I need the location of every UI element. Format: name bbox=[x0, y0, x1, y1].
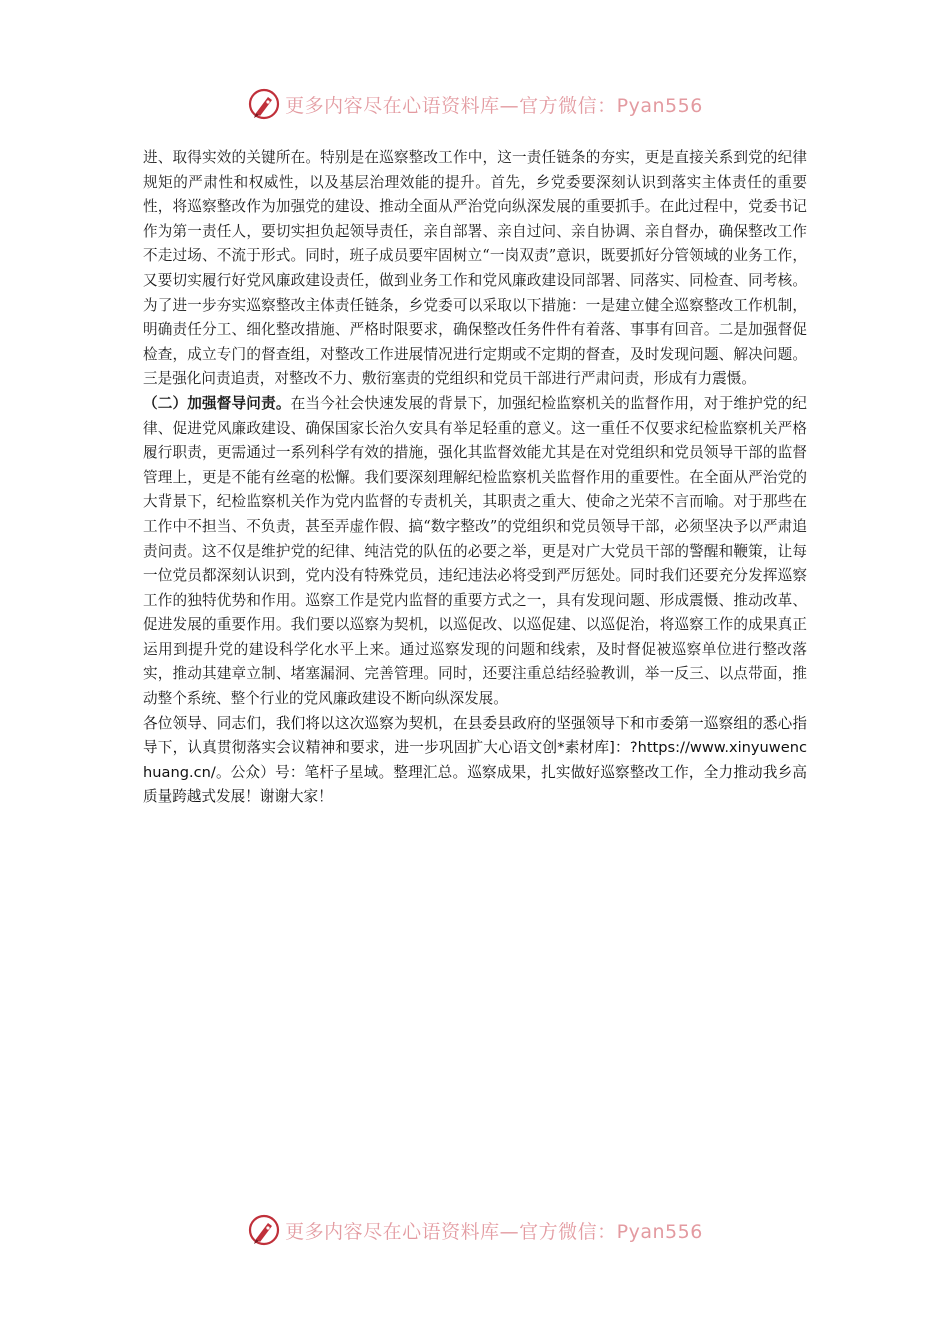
pen-nib-logo-icon bbox=[247, 1213, 281, 1247]
footer-banner-text: 更多内容尽在心语资料库—官方微信：Pyan556 bbox=[285, 1220, 703, 1243]
footer-banner bbox=[0, 1210, 950, 1250]
section-2-text: 在当今社会快速发展的背景下，加强纪检监察机关的监督作用，对于维护党的纪律、促进党风廉政建设、确保国家长治久安具有举足轻重的意义。这一重任不仅要求纪检监察机关严格履行职责，更需通过一系列科学有效的措施，强化其监督效能尤其是在对党组织和党员领导干部的监督管理上，更是不能有丝毫的松懈。我们要深刻理解纪检监察机关监督作用的重要性。在全面从严治党的大背景下，纪检监察机关作为党内监督的专责机关，其职责之重大、使命之光荣不言而喻。对于那些在工作中不担当、不负责，甚至弄虚作假、搞“数字整改”的党组织和党员领导干部，必须坚决予以严肃追责问责。这不仅是维护党的纪律、纯洁党的队伍的必要之举，更是对广大党员干部的警醒和鞭策，让每一位党员都深刻认识到，党内没有特殊党员，违纪违法必将受到严厉惩处。同时我们还要充分发挥巡察工作的独特优势和作用。巡察工作是党内监督的重要方式之一，具有发现问题、形成震慑、推动改革、促进发展的重要作用。我们要以巡察为契机，以巡促改、以巡促建、以巡促治，将巡察工作的成果真正运用到提升党的建设科学化水平上来。通过巡察发现的问题和线索，及时督促被巡察单位进行整改落实，推动其建章立制、堵塞漏洞、完善管理。同时，还要注重总结经验教训，举一反三、以点带面，推动整个系统、整个行业的党风廉政建设不断向纵深发展。 bbox=[143, 394, 807, 708]
header-banner-text: 更多内容尽在心语资料库—官方微信：Pyan556 bbox=[285, 94, 703, 117]
header-banner bbox=[0, 84, 950, 124]
document-body bbox=[143, 146, 807, 810]
paragraph-1: 进、取得实效的关键所在。特别是在巡察整改工作中，这一责任链条的夯实，更是直接关系到党的纪律规矩的严肃性和权威性，以及基层治理效能的提升。首先，乡党委要深刻认识到落实主体责任的重要性，将巡察整改作为加强党的建设、推动全面从严治党向纵深发展的重要抓手。在此过程中，党委书记作为第一责任人，要切实担负起领导责任，亲自部署、亲自过问、亲自协调、亲自督办，确保整改工作不走过场、不流于形式。同时，班子成员要牢固树立“一岗双责”意识，既要抓好分管领域的业务工作，又要切实履行好党风廉政建设责任，做到业务工作和党风廉政建设同部署、同落实、同检查、同考核。为了进一步夯实巡察整改主体责任链条，乡党委可以采取以下措施：一是建立健全巡察整改工作机制，明确责任分工、细化整改措施、严格时限要求，确保整改任务件件有着落、事事有回音。二是加强督促检查，成立专门的督查组，对整改工作进展情况进行定期或不定期的督查，及时发现问题、解决问题。三是强化问责追责，对整改不力、敷衍塞责的党组织和党员干部进行严肃问责，形成有力震慑。 bbox=[143, 149, 807, 388]
section-2-heading: （二）加强督导问责。 bbox=[143, 394, 291, 412]
paragraph-2 bbox=[143, 392, 807, 712]
pen-nib-logo-icon bbox=[247, 87, 281, 121]
closing-paragraph: 各位领导、同志们，我们将以这次巡察为契机，在县委县政府的坚强领导下和市委第一巡察组的悉心指导下，认真贯彻落实会议精神和要求，进一步巩固扩大心语文创*素材库]：?https://www.xinyuwenchuang.cn/。公众）号：笔杆子星域。整理汇总。巡察成果，扎实做好巡察整改工作，全力推动我乡高质量跨越式发展！谢谢大家！ bbox=[143, 714, 807, 806]
